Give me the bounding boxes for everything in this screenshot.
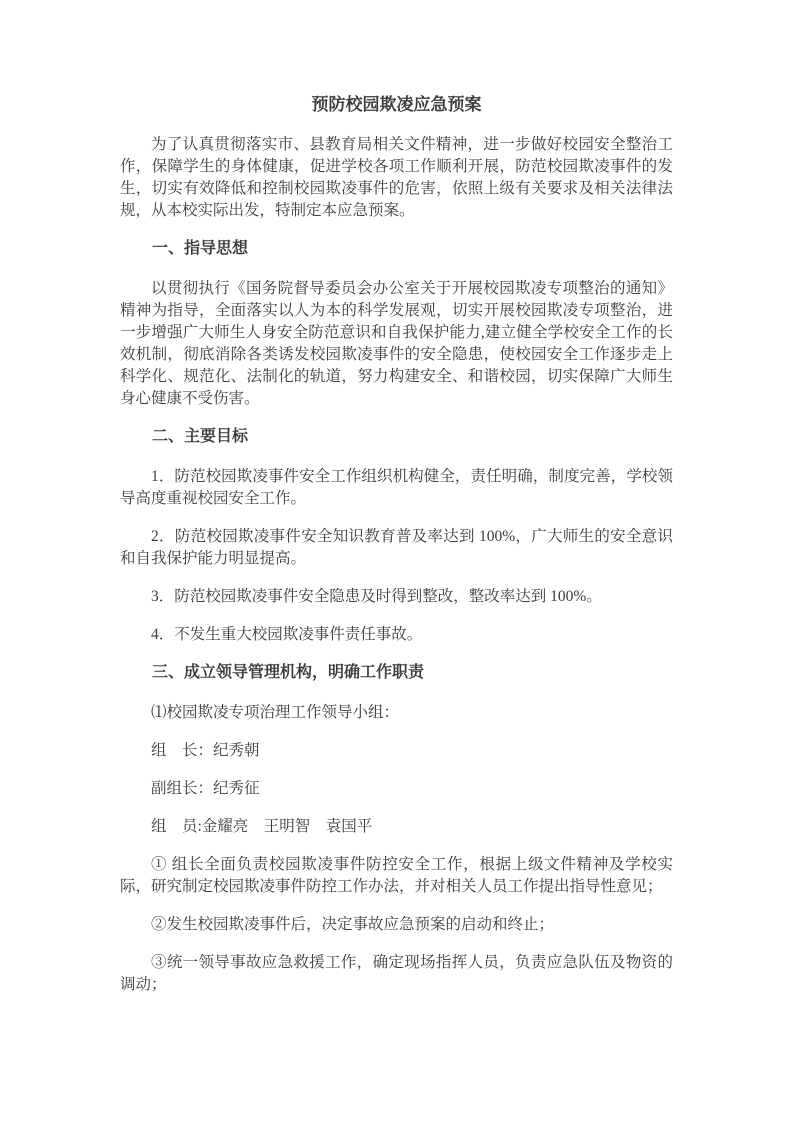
line-deputy-leader: 副组长：纪秀征 bbox=[151, 780, 260, 797]
duty-item-1: ① 组长全面负责校园欺凌事件防控安全工作，根据上级文件精神及学校实际，研究制定校园欺凌事件防控工作办法，并对相关人员工作提出指导性意见； bbox=[120, 856, 673, 895]
document-title: 预防校园欺凌应急预案 bbox=[311, 95, 482, 114]
goal-item-1: 1．防范校园欺凌事件安全工作组织机构健全，责任明确，制度完善，学校领导高度重视校园安全工作。 bbox=[120, 468, 673, 507]
goal-item-2: 2．防范校园欺凌事件安全知识教育普及率达到 100%，广大师生的安全意识和自我保护能力明显提高。 bbox=[120, 528, 673, 567]
line-group-members: 组 员:金耀亮 王明智 袁国平 bbox=[151, 818, 373, 835]
heading-guiding-ideology: 一、指导思想 bbox=[152, 240, 249, 257]
paragraph-guiding-ideology: 以贯彻执行《国务院督导委员会办公室关于开展校园欺凌专项整治的通知》精神为指导，全面落实以人为本的科学发展观，切实开展校园欺凌专项整治，进一步增强广大师生人身安全防范意识和自我保护能力,建立健全学校安全工作的长效机制，彻底消除各类诱发校园欺凌事件的安全隐患，使校园安全工作逐步走上科学化、规范化、法制化的轨道，努力构建安全、和谐校园，切实保障广大师生身心健康不受伤害。 bbox=[120, 280, 673, 407]
goal-item-3: 3．防范校园欺凌事件安全隐患及时得到整改，整改率达到 100%。 bbox=[151, 588, 602, 605]
goal-item-4: 4．不发生重大校园欺凌事件责任事故。 bbox=[151, 626, 423, 643]
paragraph-intro: 为了认真贯彻落实市、县教育局相关文件精神，进一步做好校园安全整治工作，保障学生的身体健康，促进学校各项工作顺利开展，防范校园欺凌事件的发生，切实有效降低和控制校园欺凌事件的危害，依照上级有关要求及相关法律法规，从本校实际出发，特制定本应急预案。 bbox=[120, 136, 673, 219]
heading-main-goals: 二、主要目标 bbox=[152, 428, 249, 445]
duty-item-2: ②发生校园欺凌事件后，决定事故应急预案的启动和终止； bbox=[151, 916, 555, 933]
line-group-leader: 组 长：纪秀朝 bbox=[151, 742, 260, 759]
label-leading-group: ⑴校园欺凌专项治理工作领导小组： bbox=[151, 704, 400, 721]
duty-item-3: ③统一领导事故应急救援工作，确定现场指挥人员，负责应急队伍及物资的调动； bbox=[120, 954, 673, 993]
heading-leadership-duties: 三、成立领导管理机构，明确工作职责 bbox=[152, 664, 425, 681]
